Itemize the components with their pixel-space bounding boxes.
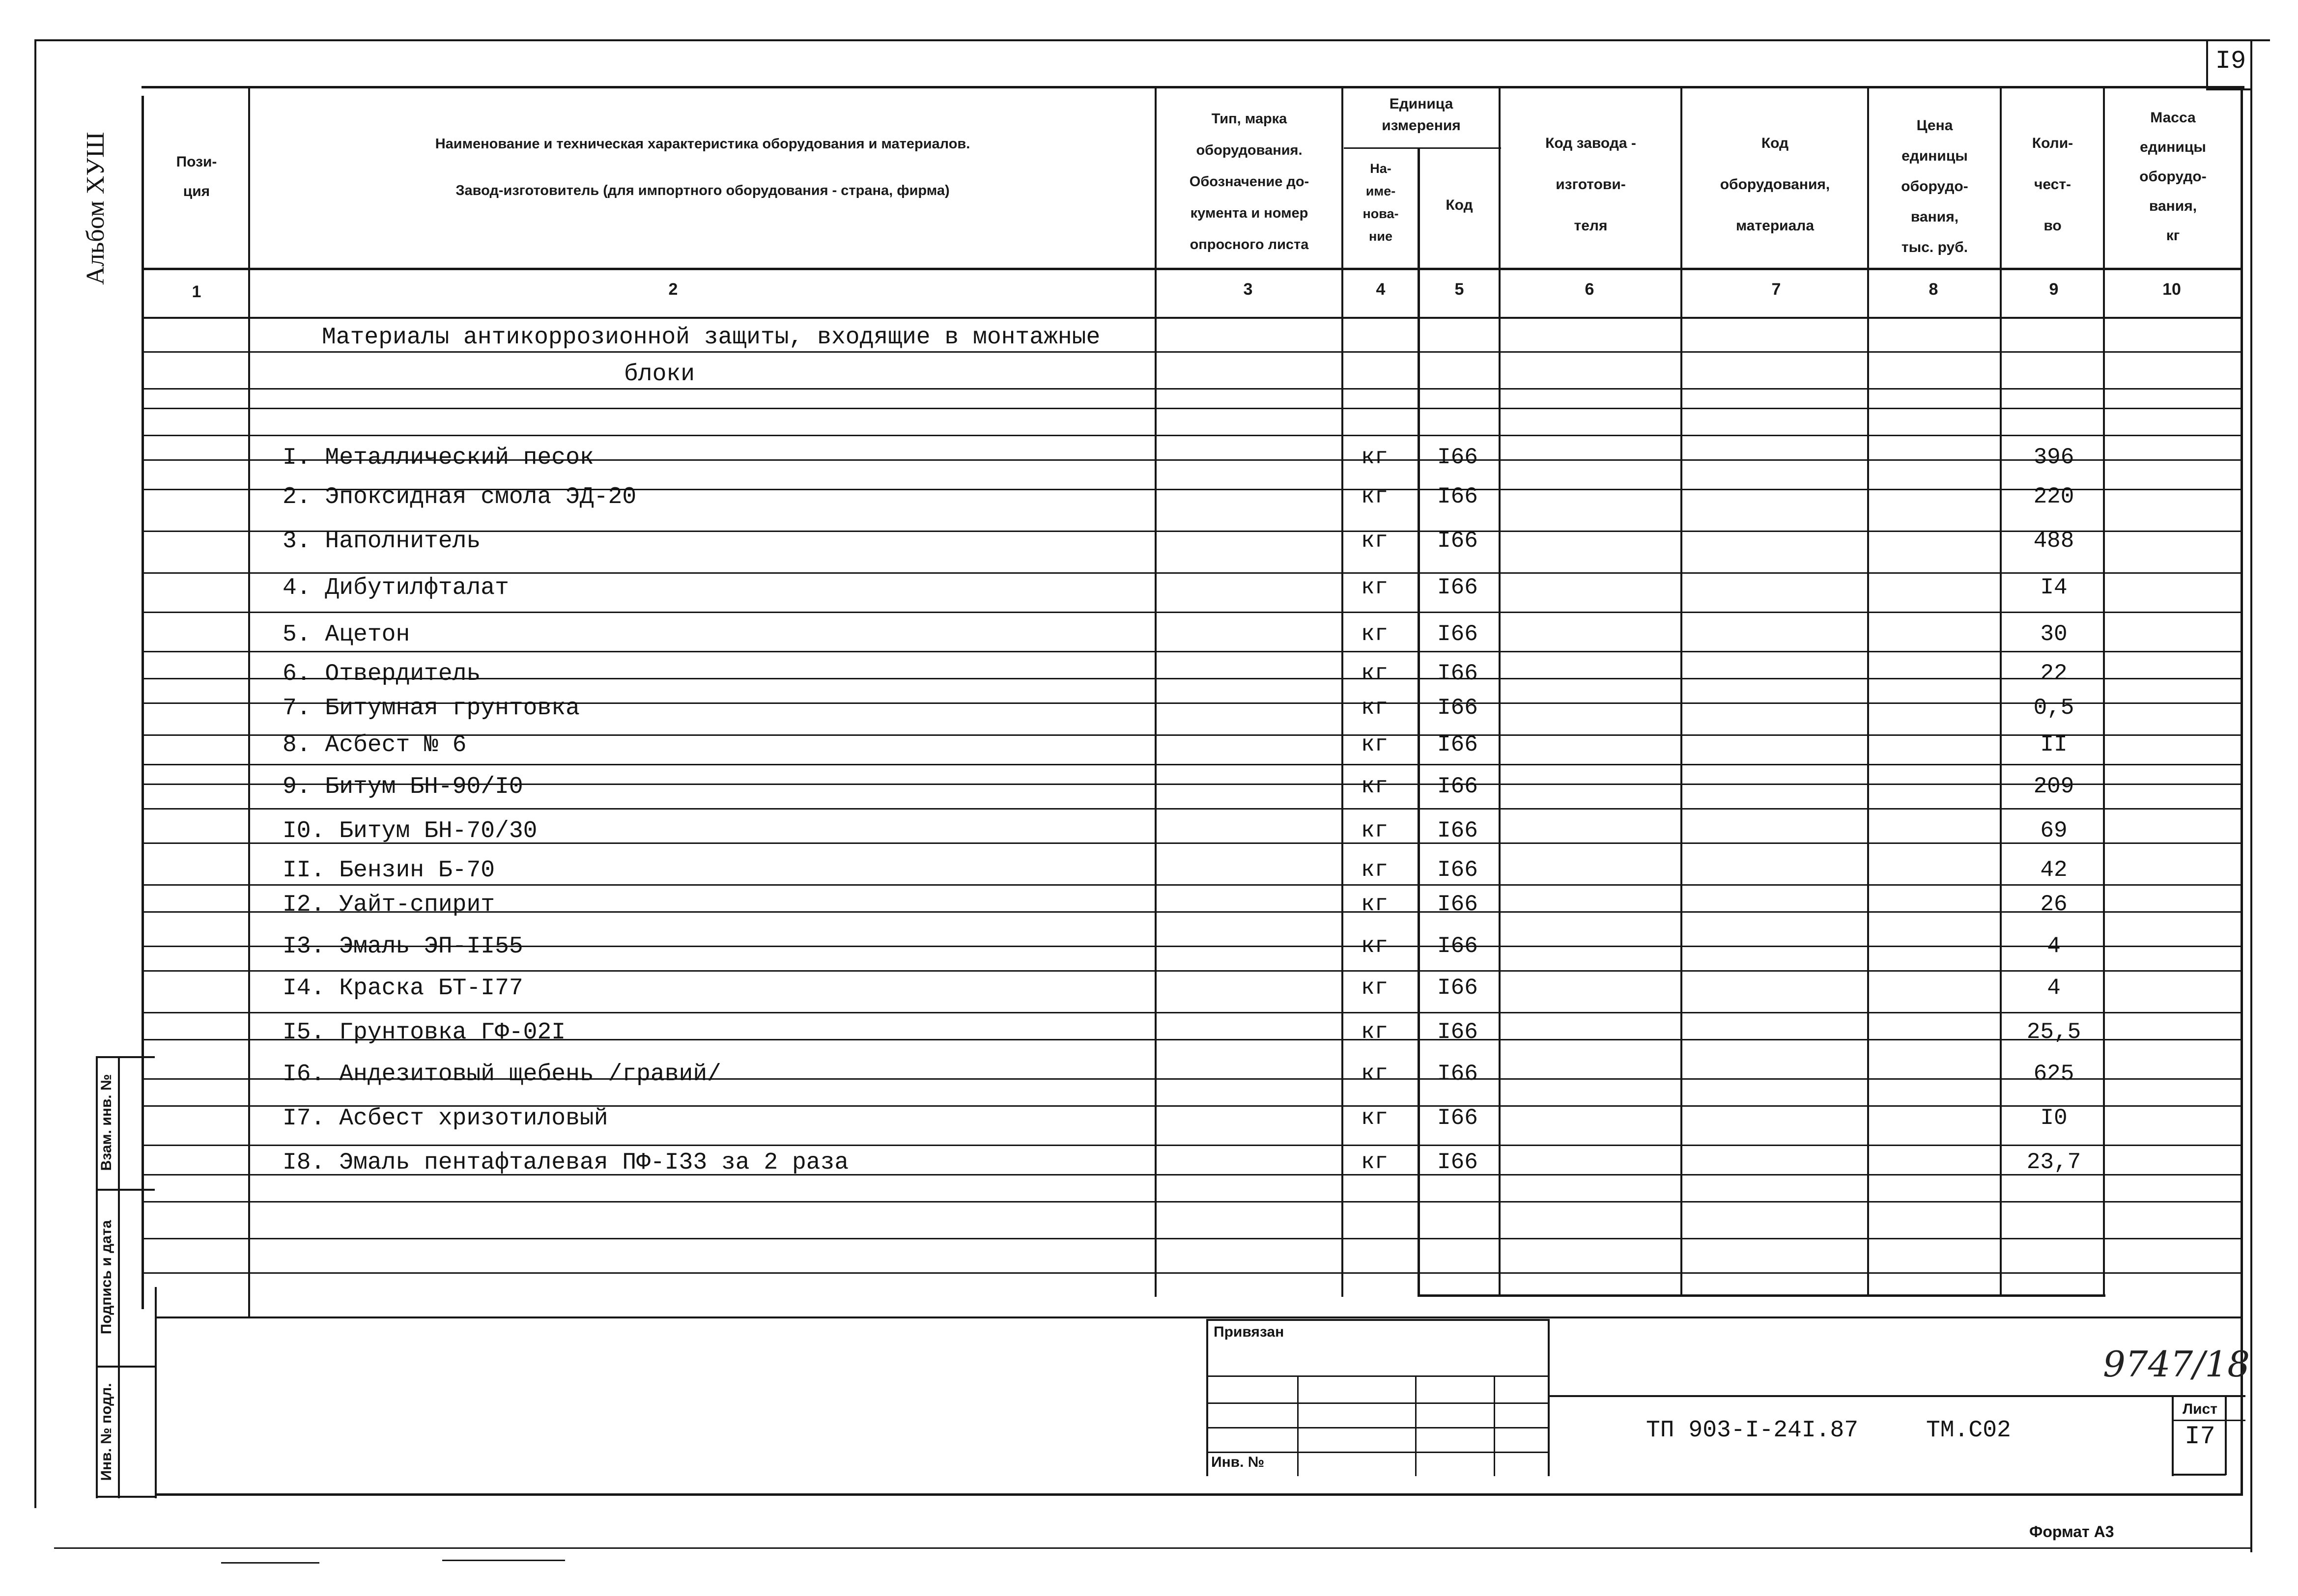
item-code: I66 xyxy=(1437,892,1478,917)
row-line xyxy=(142,970,2242,972)
col-line-4 xyxy=(1418,147,1420,1297)
item-unit: кг xyxy=(1361,445,1389,470)
priv-h3 xyxy=(1206,1427,1549,1428)
item-qty: 23,7 xyxy=(2026,1149,2081,1175)
colnum-10: 10 xyxy=(2162,280,2181,299)
item-name: I6. Андезитовый щебень /гравий/ xyxy=(283,1061,721,1088)
item-code: I66 xyxy=(1437,621,1478,647)
format-label: Формат А3 xyxy=(2029,1523,2114,1540)
list-box-right xyxy=(2225,1395,2227,1475)
priv-top xyxy=(1206,1319,1549,1321)
item-unit: кг xyxy=(1361,1149,1389,1175)
side-stamp-mid xyxy=(118,1056,120,1498)
item-unit: кг xyxy=(1361,1019,1389,1045)
row-line xyxy=(142,572,2242,574)
table-right xyxy=(2241,88,2243,1493)
col-line-5 xyxy=(1499,88,1501,1297)
frame-right xyxy=(2250,39,2252,1552)
frame-left xyxy=(34,39,36,1508)
item-unit: кг xyxy=(1361,695,1389,721)
row-line xyxy=(142,651,2242,652)
item-code: I66 xyxy=(1437,695,1478,721)
colnum-8: 8 xyxy=(1929,280,1938,299)
row-line xyxy=(142,808,2242,810)
sheet-box-bottom xyxy=(2206,88,2252,90)
header-c2-line1: Наименование и техническая характеристика оборудования и материалов. xyxy=(435,136,970,152)
side-podpis: Подпись и дата xyxy=(98,1220,114,1335)
item-qty: II xyxy=(2040,732,2068,757)
item-unit: кг xyxy=(1361,975,1389,1001)
header-c1: Пози- ция xyxy=(176,154,217,199)
item-unit: кг xyxy=(1361,818,1389,843)
item-code: I66 xyxy=(1437,445,1478,470)
side-inv-podl: Инв. № подл. xyxy=(98,1383,114,1481)
item-name: 8. Асбест № 6 xyxy=(283,732,467,758)
bottom-block-bottom xyxy=(155,1493,2243,1496)
item-qty: 4 xyxy=(2047,933,2061,959)
priv-h1 xyxy=(1206,1375,1549,1377)
item-name: 5. Ацетон xyxy=(283,621,410,648)
item-unit: кг xyxy=(1361,1105,1389,1131)
item-qty: 25,5 xyxy=(2026,1019,2081,1045)
item-unit: кг xyxy=(1361,484,1389,509)
item-qty: 0,5 xyxy=(2033,695,2074,721)
title-block-top xyxy=(1548,1395,2245,1397)
header-c8: Цена единицы оборудо- вания, тыс. руб. xyxy=(1901,117,1968,255)
item-name: 9. Битум БН-90/I0 xyxy=(283,774,523,800)
frame-bottom xyxy=(54,1547,2250,1549)
header-c4: На- име- нова- ние xyxy=(1362,161,1399,244)
header-c3: Тип, марка оборудования. Обозначение до- кумента и номер опросного листа xyxy=(1189,111,1309,252)
colnum-4: 4 xyxy=(1376,280,1386,299)
col-line-6 xyxy=(1680,88,1682,1297)
table-top xyxy=(142,86,2244,88)
side-vzam: Взам. инв. № xyxy=(98,1074,114,1171)
item-unit: кг xyxy=(1361,621,1389,647)
list-box-div xyxy=(2172,1420,2245,1421)
item-code: I66 xyxy=(1437,933,1478,959)
side-stamp-left xyxy=(96,1056,98,1498)
item-code: I66 xyxy=(1437,528,1478,554)
row-line xyxy=(142,317,2242,318)
item-unit: кг xyxy=(1361,528,1389,554)
item-qty: 30 xyxy=(2040,621,2068,647)
item-code: I66 xyxy=(1437,975,1478,1001)
item-name: I. Металлический песок xyxy=(283,445,594,471)
item-code: I66 xyxy=(1437,1019,1478,1045)
item-code: I66 xyxy=(1437,774,1478,799)
item-qty: I4 xyxy=(2040,575,2068,600)
bottom-mark-2 xyxy=(442,1560,565,1561)
item-unit: кг xyxy=(1361,661,1389,686)
item-unit: кг xyxy=(1361,732,1389,757)
header-c6: Код завода - изготови- теля xyxy=(1545,135,1636,234)
item-qty: 488 xyxy=(2033,528,2074,554)
priv-v3 xyxy=(1494,1375,1495,1476)
item-name: I2. Уайт-спирит xyxy=(283,892,495,918)
item-unit: кг xyxy=(1361,774,1389,799)
item-code: I66 xyxy=(1437,1149,1478,1175)
item-qty: 26 xyxy=(2040,892,2068,917)
row-line xyxy=(142,884,2242,886)
side-stamp-right xyxy=(155,1287,157,1498)
item-unit: кг xyxy=(1361,1061,1389,1087)
item-name: I8. Эмаль пентафталевая ПФ-I33 за 2 раза xyxy=(283,1149,849,1176)
item-name: 6. Отвердитель xyxy=(283,661,481,687)
col-line-2 xyxy=(1155,88,1157,1297)
row-line xyxy=(142,351,2242,353)
item-code: I66 xyxy=(1437,1105,1478,1131)
colnum-3: 3 xyxy=(1243,280,1253,299)
header-c7: Код оборудования, материала xyxy=(1720,135,1830,234)
priv-v2 xyxy=(1415,1375,1417,1476)
row-line xyxy=(142,612,2242,613)
row-line xyxy=(142,435,2242,436)
item-name: II. Бензин Б-70 xyxy=(283,857,495,884)
list-box-left xyxy=(2172,1395,2174,1476)
item-unit: кг xyxy=(1361,892,1389,917)
item-code: I66 xyxy=(1437,484,1478,509)
priv-h2 xyxy=(1206,1402,1549,1404)
item-name: I5. Грунтовка ГФ-02I xyxy=(283,1019,566,1046)
row-line xyxy=(142,1145,2242,1146)
sheet-box-left xyxy=(2206,39,2208,88)
handwritten-code: 9747/18 xyxy=(2103,1344,2250,1385)
item-qty: 42 xyxy=(2040,857,2068,883)
item-name: I4. Краска БТ-I77 xyxy=(283,975,523,1002)
colnum-1: 1 xyxy=(192,282,201,301)
item-name: 4. Дибутилфталат xyxy=(283,575,509,601)
row-line xyxy=(142,1012,2242,1013)
row-line xyxy=(142,764,2242,765)
row-line xyxy=(142,1201,2242,1203)
col-line-9 xyxy=(2103,88,2105,1297)
item-code: I66 xyxy=(1437,661,1478,686)
album-label: Альбом XУШ xyxy=(82,132,110,285)
list-number: I7 xyxy=(2185,1422,2215,1451)
item-qty: 22 xyxy=(2040,661,2068,686)
item-qty: 69 xyxy=(2040,818,2068,843)
section-title-line2: блоки xyxy=(624,361,695,388)
colnum-5: 5 xyxy=(1454,280,1464,299)
colnum-7: 7 xyxy=(1771,280,1781,299)
sheet-number-top: I9 xyxy=(2215,47,2246,76)
header-c9: Коли- чест- во xyxy=(2032,135,2073,234)
item-code: I66 xyxy=(1437,1061,1478,1087)
item-name: I3. Эмаль ЭП-II55 xyxy=(283,933,523,960)
header-bottom xyxy=(142,268,2242,270)
colnum-6: 6 xyxy=(1585,280,1594,299)
item-qty: 220 xyxy=(2033,484,2074,509)
sheet-code: ТМ.С02 xyxy=(1926,1417,2011,1444)
header-unit: Единица измерения xyxy=(1382,96,1461,134)
unit-divider xyxy=(1344,147,1501,149)
item-code: I66 xyxy=(1437,857,1478,883)
header-c5: Код xyxy=(1446,197,1473,213)
item-name: 2. Эпоксидная смола ЭД-20 xyxy=(283,484,637,510)
bottom-block-top xyxy=(155,1316,2243,1318)
item-unit: кг xyxy=(1361,857,1389,883)
section-title-line1: Материалы антикоррозионной защиты, входящие в монтажные xyxy=(322,324,1101,351)
col-line-3 xyxy=(1341,88,1343,1297)
item-qty: 209 xyxy=(2033,774,2074,799)
list-box-bottom xyxy=(2172,1474,2226,1476)
item-unit: кг xyxy=(1361,933,1389,959)
item-code: I66 xyxy=(1437,732,1478,757)
priv-v1 xyxy=(1297,1375,1299,1476)
row-line xyxy=(142,1272,2242,1274)
item-code: I66 xyxy=(1437,575,1478,600)
inv-no-label: Инв. № xyxy=(1211,1454,1265,1470)
item-qty: I0 xyxy=(2040,1105,2068,1131)
col-line-7 xyxy=(1867,88,1869,1297)
item-name: I0. Битум БН-70/30 xyxy=(283,818,538,844)
row-line xyxy=(142,408,2242,409)
privyazan-label: Привязан xyxy=(1214,1324,1284,1340)
doc-code: ТП 903-I-24I.87 xyxy=(1646,1417,1859,1444)
item-qty: 625 xyxy=(2033,1061,2074,1087)
header-c10: Масса единицы оборудо- вания, кг xyxy=(2139,110,2207,244)
item-unit: кг xyxy=(1361,575,1389,600)
item-name: I7. Асбест хризотиловый xyxy=(283,1105,608,1132)
header-c2-line2: Завод-изготовитель (для импортного оборудования - страна, фирма) xyxy=(455,183,950,198)
colnum-2: 2 xyxy=(668,280,678,299)
item-name: 7. Битумная грунтовка xyxy=(283,695,580,722)
item-qty: 396 xyxy=(2033,445,2074,470)
row-line xyxy=(142,388,2242,390)
item-qty: 4 xyxy=(2047,975,2061,1001)
inner-bottom xyxy=(1418,1294,2105,1297)
list-label: Лист xyxy=(2183,1401,2217,1417)
item-code: I66 xyxy=(1437,818,1478,843)
item-name: 3. Наполнитель xyxy=(283,528,481,555)
col-line-8 xyxy=(2000,88,2002,1297)
colnum-9: 9 xyxy=(2049,280,2059,299)
frame-top xyxy=(34,39,2270,41)
row-line xyxy=(142,1238,2242,1239)
priv-h4 xyxy=(1206,1452,1549,1453)
bottom-mark-1 xyxy=(221,1562,319,1564)
